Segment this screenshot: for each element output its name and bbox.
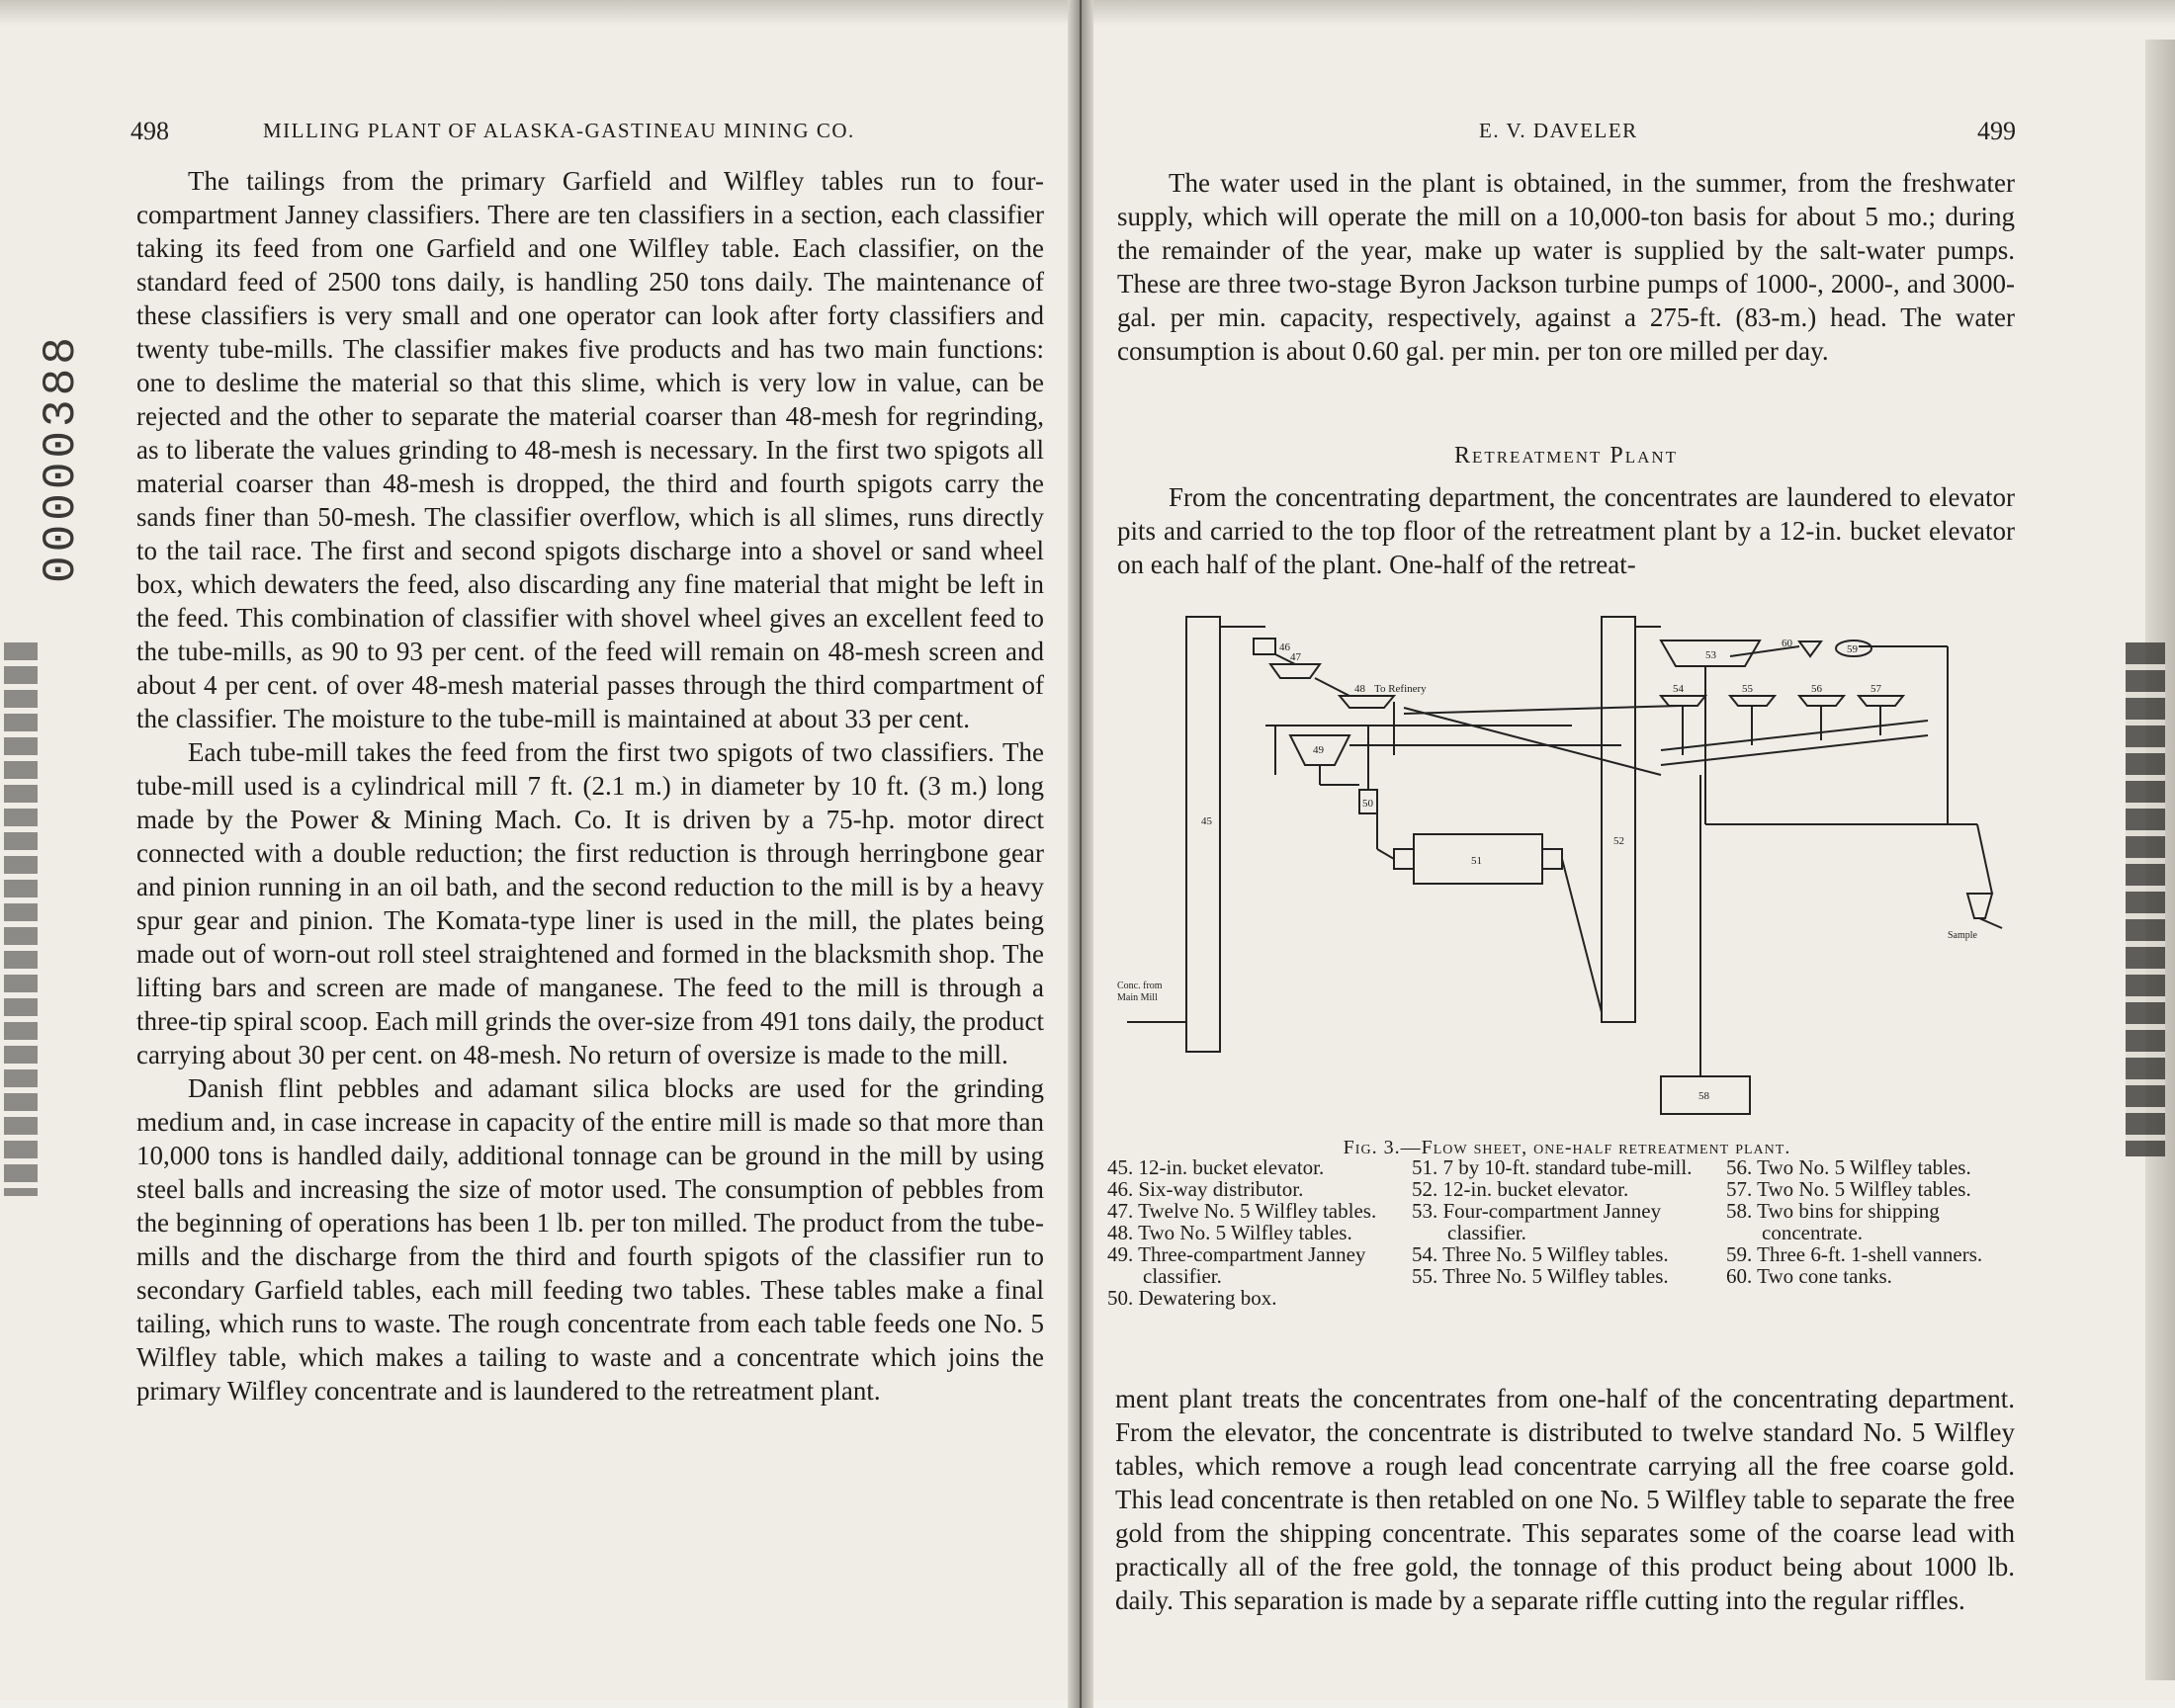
label-46: 46 (1279, 641, 1290, 653)
sample-cone (1967, 894, 1992, 918)
figure-caption: Fig. 3.—Flow sheet, one-half retreatment plant. (1343, 1137, 1791, 1158)
right-body-text-bottom (1115, 1382, 2015, 1617)
legend-item: 58. Two bins for shipping concentrate. (1726, 1199, 1940, 1244)
paragraph: The tailings from the primary Garfield and Wilfley tables run to four-compartment Janney classifiers. There are ten classifiers in a section, each classifier taking its feed from one Garfield and one Wilfley table. Each classifier, on the standard feed of 2500 tons daily, is handling 250 tons daily. The maintenance of these classifiers is very small and one operator can look after forty classifiers and twenty tube-mills. The classifier makes five products and has two main functions: one to deslime the material so that this slime, which is very low in value, can be rejected and the other to separate the material coarser than 48-mesh for regrinding, as to liberate the values grinding to 48-mesh is necessary. In the first two spigots all material coarser than 48-mesh is dropped, the third and fourth spigots carry the sands finer than 50-mesh. The classifier overflow, which is all slimes, runs directly to the tail race. The first and second spigots discharge into a shovel or sand wheel box, which dewaters the feed, also discarding any fine material that might be left in the feed. This combination of classifier with shovel wheel gives an excellent feed to the tube-mills, as 90 to 93 per cent. of the feed will remain on 48-mesh screen and about 4 per cent. of over 48-mesh material passes through the third compartment of the classifier. The moisture to the tube-mill is maintained at about 33 per cent. (136, 166, 1044, 733)
label-48: 48 (1354, 683, 1365, 695)
legend-item: 52. 12-in. bucket elevator. (1412, 1177, 1629, 1201)
left-body-text (136, 164, 1044, 1408)
left-page-number: 498 (130, 117, 169, 145)
figure-legend (1107, 1156, 2017, 1309)
label-53: 53 (1705, 649, 1716, 661)
wilfley-tables-57 (1859, 696, 1903, 706)
legend-column-3 (1726, 1156, 2023, 1309)
label-59: 59 (1847, 643, 1858, 655)
legend-item: 47. Twelve No. 5 Wilfley tables. (1107, 1199, 1377, 1223)
bucket-elevator-52 (1602, 617, 1635, 1022)
legend-item: 45. 12-in. bucket elevator. (1107, 1155, 1325, 1179)
wilfley-tables-47 (1270, 664, 1320, 678)
label-49: 49 (1313, 744, 1324, 756)
wilfley-tables-54 (1661, 696, 1705, 706)
legend-column-1 (1107, 1156, 1404, 1309)
label-52: 52 (1613, 835, 1624, 847)
label-to-refinery: To Refinery (1374, 683, 1427, 695)
legend-item: 60. Two cone tanks. (1726, 1264, 1892, 1288)
wilfley-tables-56 (1799, 696, 1844, 706)
label-sample: Sample (1948, 930, 1977, 941)
paragraph: Each tube-mill takes the feed from the first two spigots of two classifiers. The tube-mill used is a cylindrical mill 7 ft. (2.1 m.) in diameter by 10 ft. (3 m.) long made by the Power & Mining Mach. Co. It is driven by a 75-hp. motor direct connected with a double reduction; the first reduction is through herringbone gear and pinion running in an oil bath, and the second reduction to the mill is by a heavy spur gear and pinion. The Komata-type liner is used in the mill, the plates being made out of worn-out roll steel straightened and formed in the blacksmith shop. The lifting bars and screen are made of manganese. The feed to the mill is through a three-tip spiral scoop. Each mill grinds the over-size from 491 tons daily, the product carrying about 30 per cent. on 48-mesh. No return of oversize is made to the mill. (136, 737, 1044, 1069)
library-stamp-left (4, 642, 38, 1196)
flow-sheet-diagram (1107, 597, 2017, 1131)
book-gutter (1068, 0, 1093, 1708)
serial-stamp: 00000388 (36, 333, 87, 583)
label-50: 50 (1362, 798, 1373, 810)
paragraph: ment plant treats the concentrates from one-half of the concentrating department. From the elevator, the concentrate is distributed to twelve standard No. 5 Wilfley tables, which remove a rough lead concentrate carrying all the free coarse gold. This lead concentrate is then retabled on one No. 5 Wilfley table to separate the free gold from the shipping concentrate. This separates some of the coarse lead with practically all of the free gold, the tonnage of this product being about 1000 lb. daily. This separation is made by a separate riffle cutting into the regular riffles. (1115, 1384, 2015, 1615)
legend-item: 54. Three No. 5 Wilfley tables. (1412, 1242, 1669, 1266)
paragraph: Danish flint pebbles and adamant silica blocks are used for the grinding medium and, in case increase in capacity of the entire mill is made so that more than 10,000 tons is handled daily, additional tonnage can be ground in the mill by using steel balls and increasing the size of motor used. The consumption of pebbles from the beginning of operations has been 1 lb. per ton milled. The product from the tube-mills and the discharge from the third and fourth spigots of the classifier run to secondary Garfield tables, each mill feeding two tables. These tables make a final tailing, which runs to waste. The rough concentrate from each table feeds one No. 5 Wilfley table, which makes a tailing to waste and a concentrate which joins the primary Wilfley concentrate and is laundered to the retreatment plant. (136, 1073, 1044, 1406)
legend-item: 53. Four-compartment Janney classifier. (1412, 1199, 1662, 1244)
legend-item: 46. Six-way distributor. (1107, 1177, 1304, 1201)
flow-sheet-figure (1107, 597, 2017, 1131)
legend-item: 56. Two No. 5 Wilfley tables. (1726, 1155, 1971, 1179)
label-51: 51 (1471, 855, 1482, 867)
legend-item: 49. Three-compartment Janney classifier. (1107, 1242, 1366, 1288)
right-body-text-top (1117, 166, 2015, 368)
label-54: 54 (1673, 683, 1684, 695)
cone-tanks-60 (1799, 641, 1821, 656)
wilfley-tables-55 (1730, 696, 1775, 706)
label-45: 45 (1201, 815, 1212, 827)
library-stamp-right (2126, 642, 2165, 1156)
legend-column-2 (1412, 1156, 1718, 1309)
label-conc-from: Conc. from (1117, 981, 1163, 991)
wilfley-tables-48 (1340, 696, 1394, 708)
legend-item: 51. 7 by 10-ft. standard tube-mill. (1412, 1155, 1693, 1179)
label-58: 58 (1698, 1090, 1709, 1102)
legend-item: 57. Two No. 5 Wilfley tables. (1726, 1177, 1971, 1201)
legend-item: 50. Dewatering box. (1107, 1286, 1277, 1310)
label-47: 47 (1290, 651, 1301, 663)
right-running-head: E. V. DAVELER (1479, 119, 1638, 142)
left-running-head: MILLING PLANT OF ALASKA-GASTINEAU MINING CO. (263, 119, 855, 142)
label-56: 56 (1811, 683, 1822, 695)
legend-item: 55. Three No. 5 Wilfley tables. (1412, 1264, 1669, 1288)
legend-item: 48. Two No. 5 Wilfley tables. (1107, 1221, 1352, 1244)
right-body-text-mid (1117, 480, 2015, 581)
label-main-mill: Main Mill (1117, 992, 1158, 1003)
label-57: 57 (1870, 683, 1881, 695)
right-page-number: 499 (1977, 117, 2016, 145)
legend-item: 59. Three 6-ft. 1-shell vanners. (1726, 1242, 1983, 1266)
label-55: 55 (1742, 683, 1753, 695)
bucket-elevator-45 (1186, 617, 1220, 1052)
paragraph: The water used in the plant is obtained, in the summer, from the freshwater supply, which will operate the mill on a 10,000-ton basis for about 5 mo.; during the remainder of the year, make up water is supplied by the salt-water pumps. These are three two-stage Byron Jackson turbine pumps of 1000-, 2000-, and 3000-gal. per min. capacity, respectively, against a 275-ft. (83-m.) head. The water consumption is about 0.60 gal. per min. per ton ore milled per day. (1117, 168, 2015, 366)
paragraph: From the concentrating department, the concentrates are laundered to elevator pits and carried to the top floor of the retreatment plant by a 12-in. bucket elevator on each half of the plant. One-half of the retreat- (1117, 482, 2015, 579)
distributor-46 (1254, 639, 1275, 654)
label-60: 60 (1782, 638, 1792, 649)
section-title: Retreatment Plant (1453, 443, 1679, 469)
